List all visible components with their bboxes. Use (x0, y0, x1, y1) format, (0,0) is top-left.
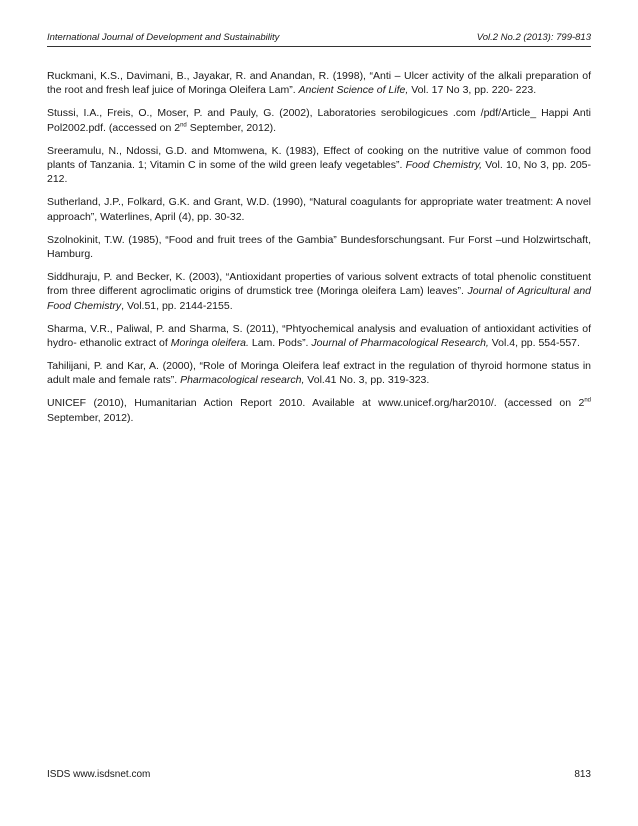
reference-text: Tahilijani, P. and Kar, A. (2000), “Role of Moringa Oleifera leaf extract in the regulation of thyroid hormone status in adult male and female rats”. (47, 360, 591, 387)
reference-details: Vol.4, pp. 554-557. (488, 337, 580, 350)
running-header (47, 32, 591, 47)
reference-item (47, 106, 591, 135)
page-number: 813 (574, 769, 591, 780)
reference-item (47, 69, 591, 98)
reference-item (47, 322, 591, 351)
species-name: Moringa oleifera. (170, 337, 249, 350)
reference-item (47, 396, 591, 425)
reference-text: Ruckmani, K.S., Davimani, B., Jayakar, R. and Anandan, R. (1998), “Anti – Ulcer activity of the alkali preparation of the root and fresh leaf juice of Moringa Oleifera Lam”. (47, 70, 591, 97)
page-footer (47, 769, 591, 780)
reference-item (47, 270, 591, 313)
reference-text: Szolnokinit, T.W. (1985), “Food and fruit trees of the Gambia” Bundesforschungsant. Fur Forst –und Holzwirtschaft, Hamburg. (47, 233, 591, 261)
reference-details: Vol. 17 No 3, pp. 220- 223. (408, 84, 537, 97)
reference-source: Ancient Science of Life, (298, 84, 409, 97)
reference-item (47, 195, 591, 224)
reference-text: Siddhuraju, P. and Becker, K. (2003), “Antioxidant properties of various solvent extracts of total phenolic constituent from three different agroclimatic origins of drumstick tree (Moringa oleifera Lam) leaves”. (47, 270, 591, 298)
reference-details: Vol. 10, No 3, pp. 205- 212. (47, 159, 592, 186)
reference-text: UNICEF (2010), Humanitarian Action Report 2010. Available at www.unicef.org/har2010/. (accessed on 2 (47, 397, 585, 410)
reference-source: Food Chemistry, (405, 159, 483, 172)
reference-text: Sutherland, J.P., Folkard, G.K. and Grant, W.D. (1990), “Natural coagulants for appropriate water treatment: A novel approach”, Waterlines, April (4), pp. 30-32. (47, 196, 591, 223)
reference-details: September, 2012). (47, 411, 134, 424)
reference-text: Sharma, V.R., Paliwal, P. and Sharma, S. (2011), “Phtyochemical analysis and evaluation of antioxidant activities of hydro- ethanolic extract of (47, 322, 591, 350)
journal-title: International Journal of Development and Sustainability (47, 32, 280, 43)
footer-site: ISDS www.isdsnet.com (47, 769, 151, 780)
reference-details: September, 2012). (186, 121, 277, 134)
ordinal-suffix: nd (584, 397, 591, 404)
volume-info: Vol.2 No.2 (2013): 799-813 (476, 32, 591, 43)
reference-item (47, 144, 591, 187)
reference-list (47, 69, 591, 434)
reference-text: Stussi, I.A., Freis, O., Moser, P. and Pauly, G. (2002), Laboratories serobilogicues .com /pdf/Article_ Happi Anti Pol2002.pdf. (accessed on 2 (47, 107, 591, 134)
reference-item (47, 233, 591, 262)
reference-source: Pharmacological research, (180, 374, 305, 387)
reference-text-continued: Lam. Pods”. (248, 337, 312, 350)
reference-text: Sreeramulu, N., Ndossi, G.D. and Mtomwena, K. (1983), Effect of cooking on the nutritive value of common food plants of Tanzania. 1; Vitamin C in some of the wild green leafy vegetables”. (47, 144, 591, 172)
reference-source: Journal of Pharmacological Research, (311, 337, 489, 350)
reference-details: Vol.41 No. 3, pp. 319-323. (304, 374, 430, 387)
reference-item (47, 359, 591, 388)
reference-source: Journal of Agricultural and Food Chemistry (47, 285, 591, 312)
reference-details: , Vol.51, pp. 2144-2155. (121, 299, 233, 312)
ordinal-suffix: nd (180, 122, 187, 129)
